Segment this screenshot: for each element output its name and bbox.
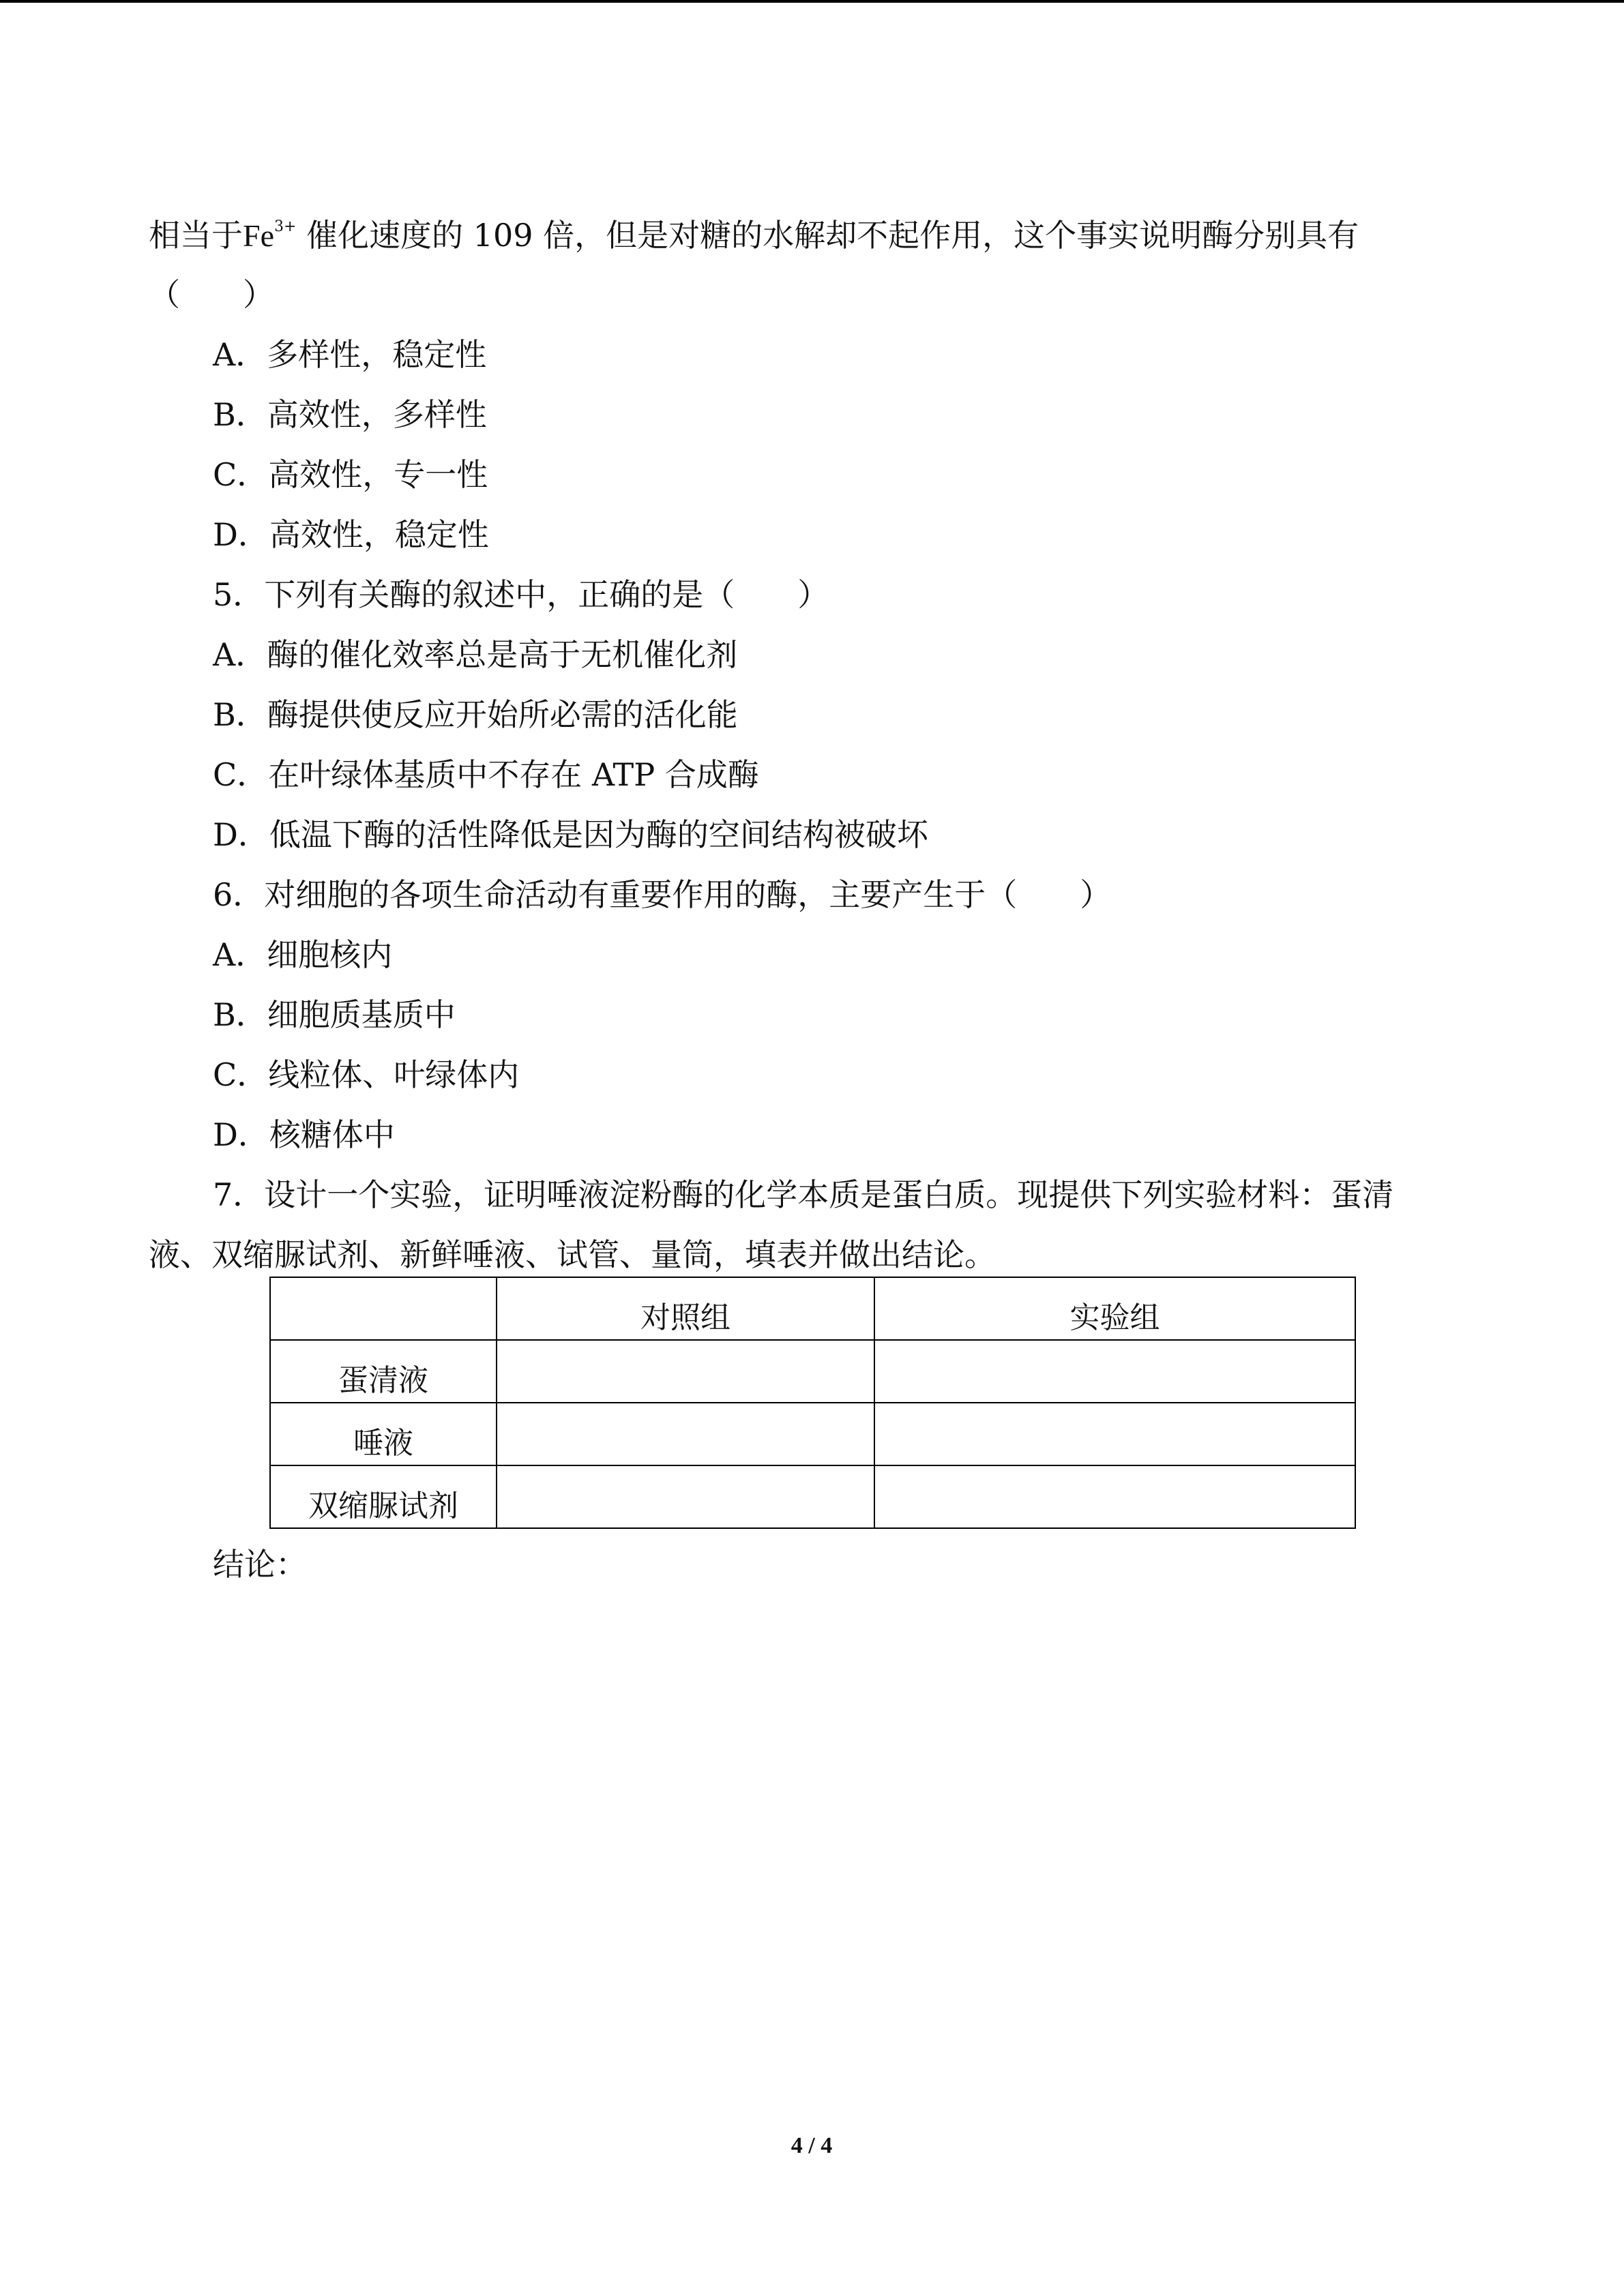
row-label-biuret-reagent: 双缩脲试剂 [270, 1465, 497, 1528]
row-label-egg-white: 蛋清液 [270, 1340, 497, 1403]
table-cell [874, 1465, 1355, 1528]
conclusion-label: 结论： [213, 1546, 307, 1583]
table-header-cell [270, 1277, 497, 1340]
q5-option-a: A．酶的催化效率总是高于无机催化剂 [213, 636, 738, 673]
q4-option-a: A．多样性，稳定性 [213, 336, 487, 373]
q6-option-b: B．细胞质基质中 [213, 996, 456, 1033]
q5-option-c: C．在叶绿体基质中不存在 ATP 合成酶 [213, 756, 759, 793]
q5-option-b: B．酶提供使反应开始所必需的活化能 [213, 696, 738, 733]
q4-option-c: C．高效性，专一性 [213, 456, 488, 493]
q4-stem-text-a: 相当于 [149, 217, 243, 254]
table-cell [497, 1403, 874, 1465]
q5-option-d: D．低温下酶的活性降低是因为酶的空间结构被破坏 [213, 816, 928, 853]
q4-option-b: B．高效性，多样性 [213, 396, 487, 433]
q4-answer-bracket: （ ） [149, 276, 274, 313]
q6-stem: 6．对细胞的各项生命活动有重要作用的酶，主要产生于（ ） [213, 876, 1112, 913]
table-header-experimental-group: 实验组 [874, 1277, 1355, 1340]
table-header-row [270, 1277, 1355, 1340]
q5-stem: 5．下列有关酶的叙述中，正确的是（ ） [213, 576, 829, 613]
page-number: 4 / 4 [791, 2133, 833, 2158]
table-cell [497, 1465, 874, 1528]
table-cell [497, 1340, 874, 1403]
q4-option-d: D．高效性，稳定性 [213, 516, 489, 553]
q6-option-d: D．核糖体中 [213, 1116, 395, 1153]
fe-charge: 3+ [274, 218, 297, 235]
table-row [270, 1465, 1355, 1528]
top-border [0, 0, 1624, 3]
table-header-control-group: 对照组 [497, 1277, 874, 1340]
q4-stem-text-b: 催化速度的 109 倍，但是对糖的水解却不起作用，这个事实说明酶分别具有 [296, 217, 1359, 254]
fe-symbol: Fe [243, 218, 274, 253]
row-label-saliva: 唾液 [270, 1403, 497, 1465]
experiment-table [269, 1277, 1356, 1529]
q7-stem-line2: 液、双缩脲试剂、新鲜唾液、试管、量筒，填表并做出结论。 [149, 1236, 996, 1273]
q6-option-c: C．线粒体、叶绿体内 [213, 1056, 520, 1093]
table-cell [874, 1403, 1355, 1465]
table-row [270, 1340, 1355, 1403]
q7-stem-line1: 7．设计一个实验，证明唾液淀粉酶的化学本质是蛋白质。现提供下列实验材料：蛋清 [213, 1176, 1394, 1213]
table-row [270, 1403, 1355, 1465]
q4-stem-line1 [149, 215, 1359, 256]
q6-option-a: A．细胞核内 [213, 936, 393, 973]
table-cell [874, 1340, 1355, 1403]
